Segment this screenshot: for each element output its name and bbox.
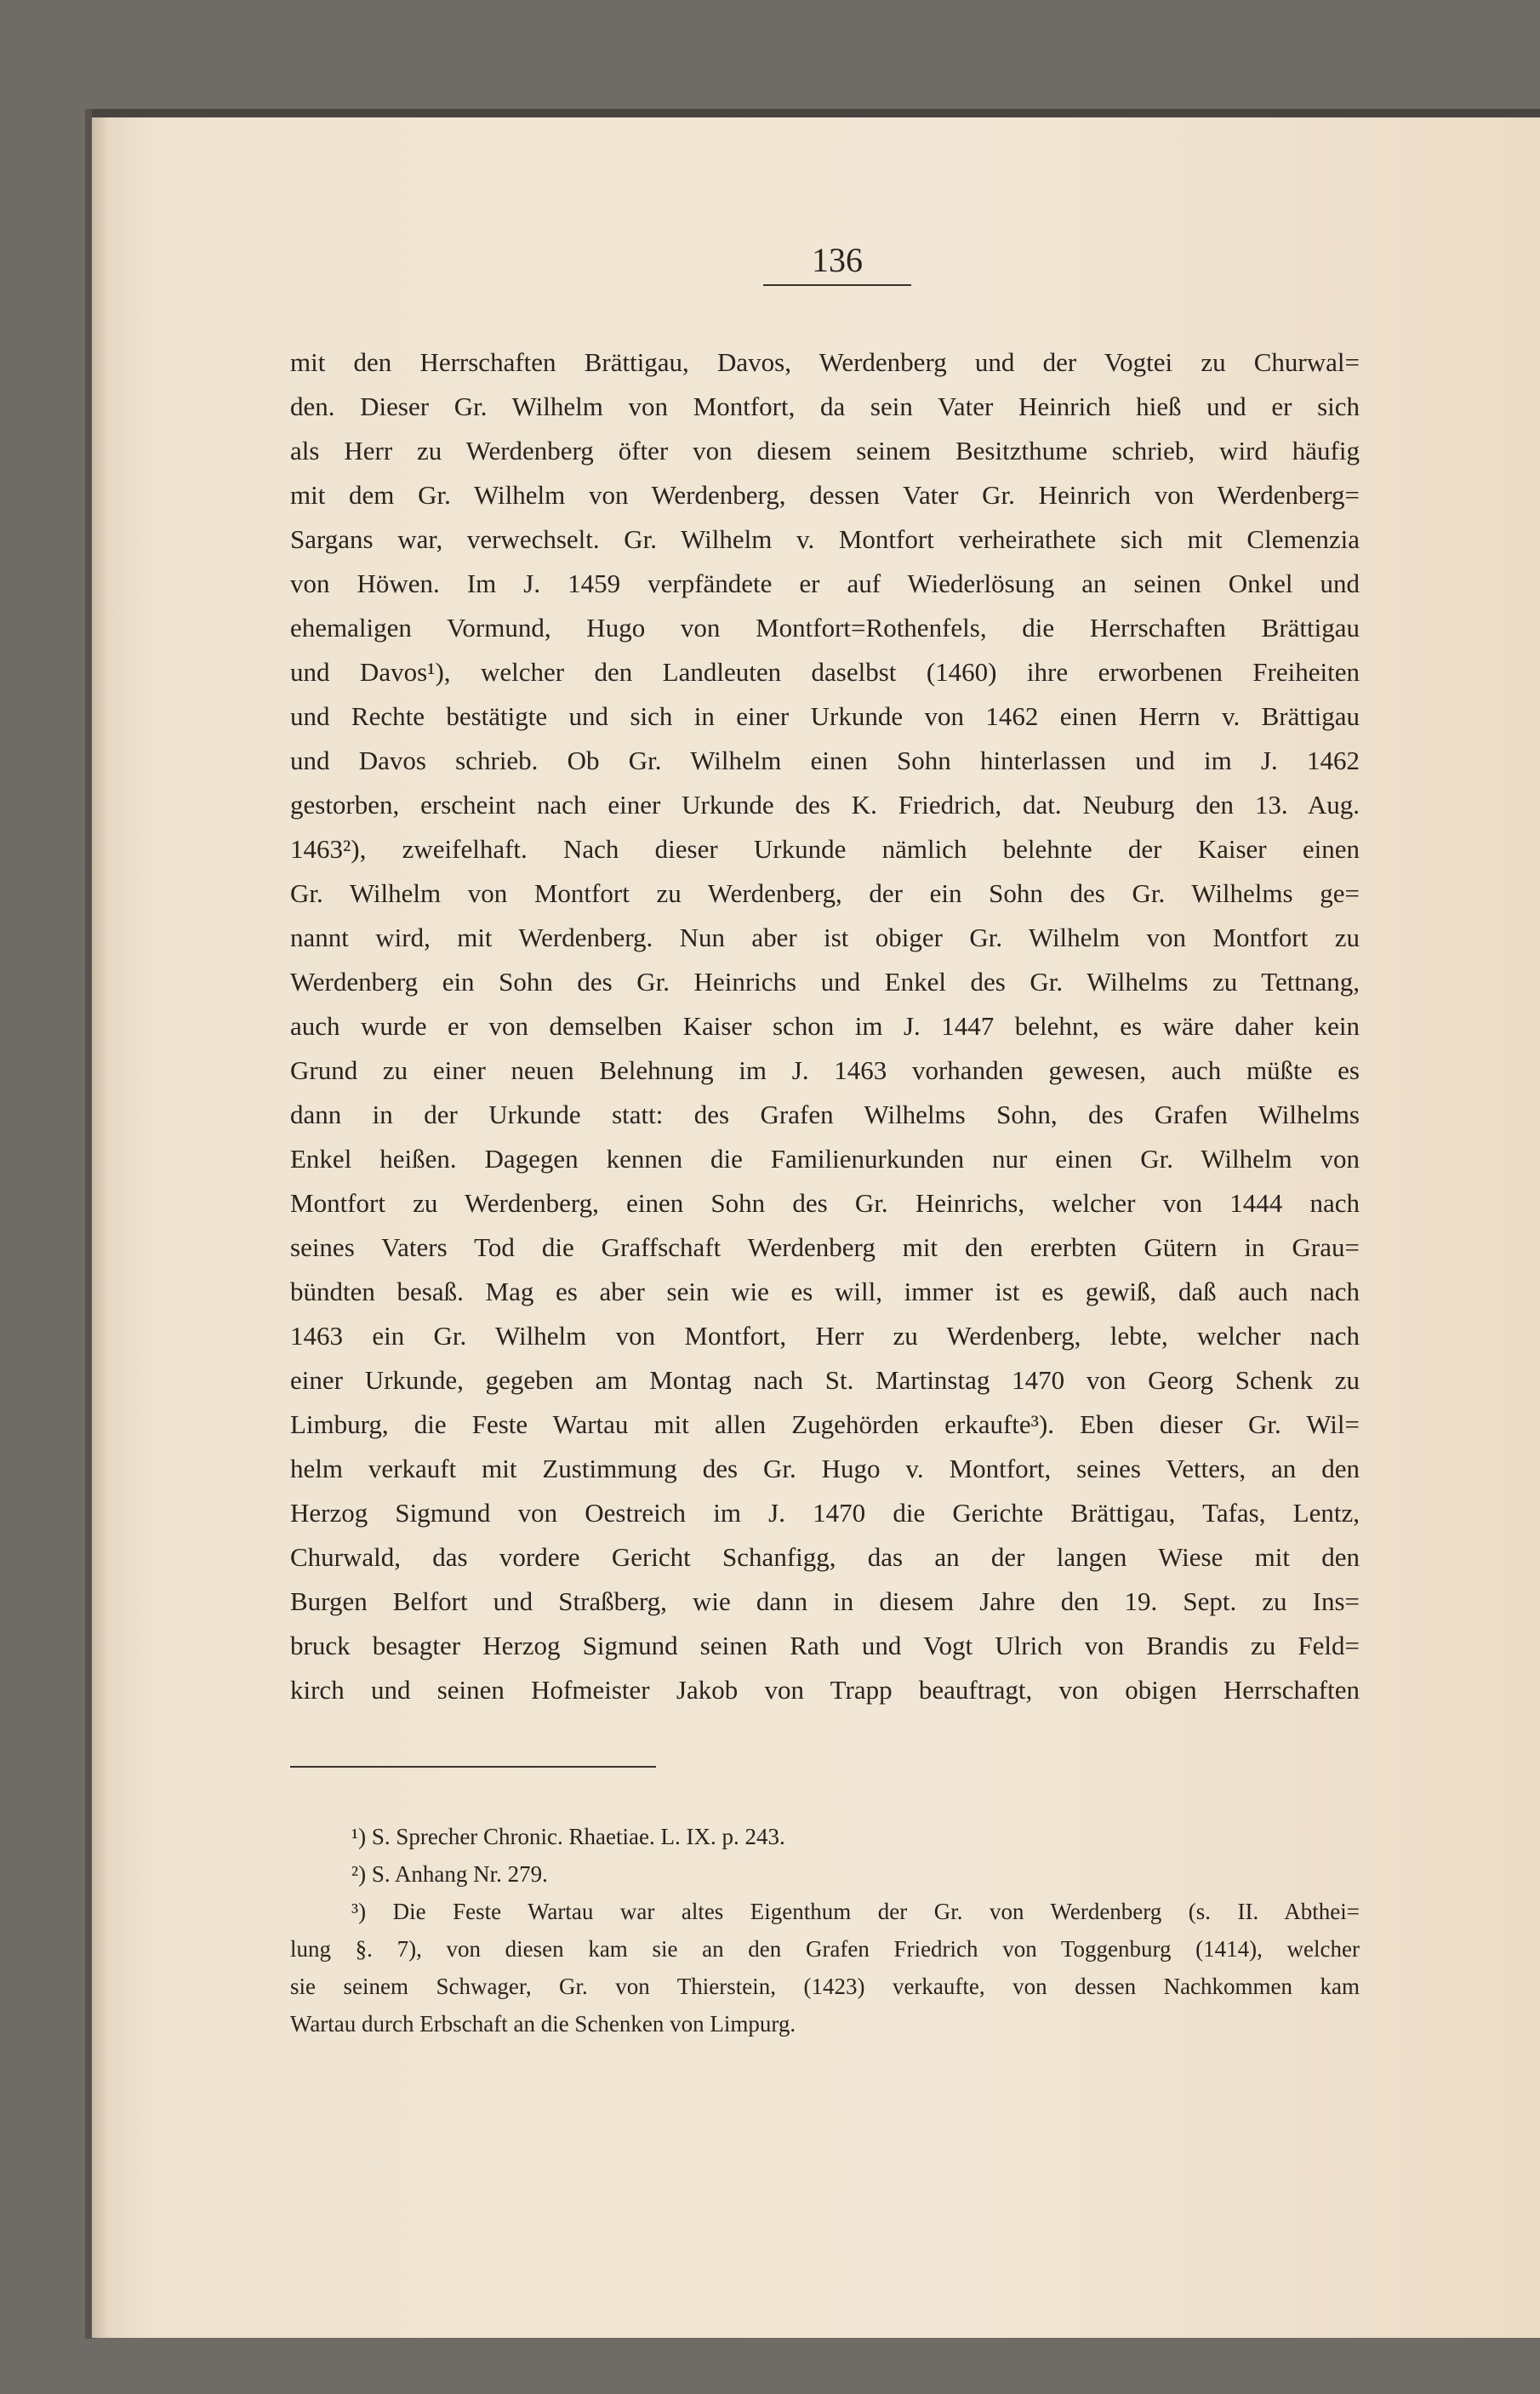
text-line: Herzog Sigmund von Oestreich im J. 1470 die Gerichte Brättigau, Tafas, Lentz, xyxy=(290,1498,1360,1528)
text-line: Burgen Belfort und Straßberg, wie dann in diesem Jahre den 19. Sept. zu Ins= xyxy=(290,1586,1360,1616)
text-line: als Herr zu Werdenberg öfter von diesem seinem Besitzthume schrieb, wird häufig xyxy=(290,436,1360,466)
text-line: gestorben, erscheint nach einer Urkunde des K. Friedrich, dat. Neuburg den 13. Aug. xyxy=(290,790,1360,820)
text-line: Gr. Wilhelm von Montfort zu Werdenberg, der ein Sohn des Gr. Wilhelms ge= xyxy=(290,878,1360,908)
footnote-3-line: lung §. 7), von diesen kam sie an den Grafen Friedrich von Toggenburg (1414), welcher xyxy=(290,1936,1360,1962)
text-line: auch wurde er von demselben Kaiser schon im J. 1447 belehnt, es wäre daher kein xyxy=(290,1011,1360,1041)
text-line: mit dem Gr. Wilhelm von Werdenberg, dessen Vater Gr. Heinrich von Werdenberg= xyxy=(290,480,1360,510)
text-line: helm verkauft mit Zustimmung des Gr. Hugo v. Montfort, seines Vetters, an den xyxy=(290,1454,1360,1483)
text-line: Werdenberg ein Sohn des Gr. Heinrichs und Enkel des Gr. Wilhelms zu Tettnang, xyxy=(290,967,1360,997)
text-line: und Davos¹), welcher den Landleuten daselbst (1460) ihre erworbenen Freiheiten xyxy=(290,657,1360,687)
footnote-3-line: Wartau durch Erbschaft an die Schenken von Limpurg. xyxy=(290,2011,796,2037)
text-line: Enkel heißen. Dagegen kennen die Familienurkunden nur einen Gr. Wilhelm von xyxy=(290,1144,1360,1174)
page-number-rule xyxy=(763,284,911,286)
text-line: Churwald, das vordere Gericht Schanfigg, das an der langen Wiese mit den xyxy=(290,1542,1360,1572)
text-line: 1463 ein Gr. Wilhelm von Montfort, Herr zu Werdenberg, lebte, welcher nach xyxy=(290,1321,1360,1351)
body-text xyxy=(290,340,1360,1712)
text-line: ehemaligen Vormund, Hugo von Montfort=Rothenfels, die Herrschaften Brättigau xyxy=(290,613,1360,643)
text-line: bündten besaß. Mag es aber sein wie es will, immer ist es gewiß, daß auch nach xyxy=(290,1277,1360,1306)
text-line: Montfort zu Werdenberg, einen Sohn des Gr. Heinrichs, welcher von 1444 nach xyxy=(290,1188,1360,1218)
footnote-rule xyxy=(290,1766,656,1768)
footnotes xyxy=(290,1818,1360,2043)
text-line: 1463²), zweifelhaft. Nach dieser Urkunde nämlich belehnte der Kaiser einen xyxy=(290,834,1360,864)
footnote-1: ¹) S. Sprecher Chronic. Rhaetiae. L. IX. p. 243. xyxy=(351,1824,785,1849)
footnote-2: ²) S. Anhang Nr. 279. xyxy=(351,1861,548,1887)
footnote-3-line: ³) Die Feste Wartau war altes Eigenthum der Gr. von Werdenberg (s. II. Abthei= xyxy=(351,1899,1360,1924)
page-number: 136 xyxy=(812,241,863,279)
text-line: und Rechte bestätigte und sich in einer Urkunde von 1462 einen Herrn v. Brättigau xyxy=(290,701,1360,731)
text-line: den. Dieser Gr. Wilhelm von Montfort, da sein Vater Heinrich hieß und er sich xyxy=(290,391,1360,421)
text-line: Limburg, die Feste Wartau mit allen Zugehörden erkaufte³). Eben dieser Gr. Wil= xyxy=(290,1409,1360,1439)
text-line: einer Urkunde, gegeben am Montag nach St. Martinstag 1470 von Georg Schenk zu xyxy=(290,1365,1360,1395)
text-line: von Höwen. Im J. 1459 verpfändete er auf Wiederlösung an seinen Onkel und xyxy=(290,569,1360,598)
text-line: Sargans war, verwechselt. Gr. Wilhelm v. Montfort verheirathete sich mit Clemenzia xyxy=(290,524,1360,554)
footnote-3-line: sie seinem Schwager, Gr. von Thierstein, (1423) verkaufte, von dessen Nachkommen kam xyxy=(290,1974,1360,1999)
text-line: seines Vaters Tod die Graffschaft Werdenberg mit den ererbten Gütern in Grau= xyxy=(290,1232,1360,1262)
text-line: Grund zu einer neuen Belehnung im J. 1463 vorhanden gewesen, auch müßte es xyxy=(290,1055,1360,1085)
text-line: dann in der Urkunde statt: des Grafen Wilhelms Sohn, des Grafen Wilhelms xyxy=(290,1100,1360,1129)
text-line: mit den Herrschaften Brättigau, Davos, Werdenberg und der Vogtei zu Churwal= xyxy=(290,347,1360,377)
scan-top-edge xyxy=(92,109,1540,117)
text-line: bruck besagter Herzog Sigmund seinen Rath und Vogt Ulrich von Brandis zu Feld= xyxy=(290,1631,1360,1660)
text-line: und Davos schrieb. Ob Gr. Wilhelm einen Sohn hinterlassen und im J. 1462 xyxy=(290,746,1360,775)
text-line: nannt wird, mit Werdenberg. Nun aber ist obiger Gr. Wilhelm von Montfort zu xyxy=(290,923,1360,952)
text-line: kirch und seinen Hofmeister Jakob von Trapp beauftragt, von obigen Herrschaften xyxy=(290,1675,1360,1705)
